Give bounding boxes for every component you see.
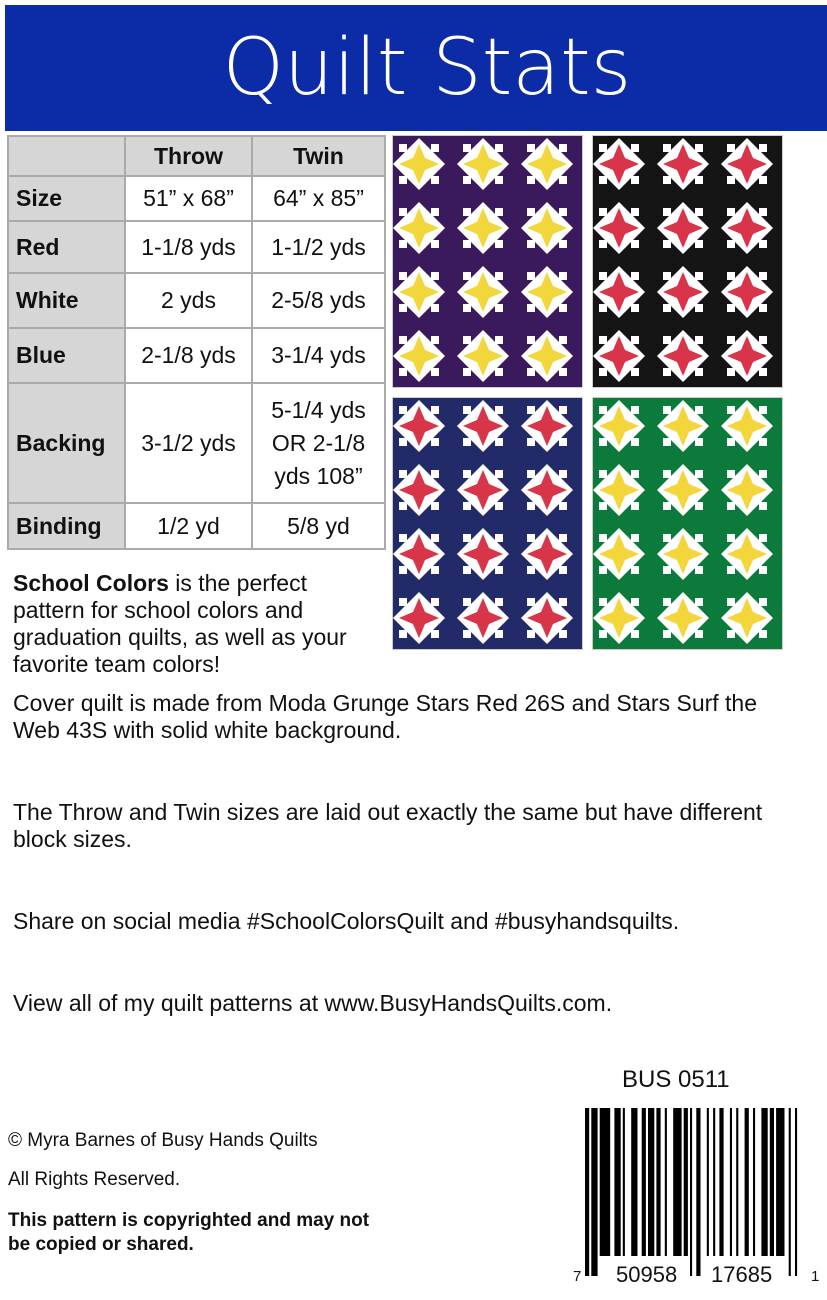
intro-text bbox=[13, 570, 363, 678]
quilt-image-green-gold bbox=[592, 397, 783, 650]
row-label: Red bbox=[8, 221, 125, 273]
throw-value: 2 yds bbox=[125, 273, 252, 328]
barcode-bar bbox=[631, 1108, 637, 1256]
barcode-bar bbox=[776, 1108, 784, 1256]
row-label: Backing bbox=[8, 383, 125, 503]
quilt-stats-table bbox=[7, 135, 386, 550]
twin-value: 3-1/4 yds bbox=[252, 328, 385, 383]
quilt-image-navy-red bbox=[392, 397, 583, 650]
row-label: Binding bbox=[8, 503, 125, 549]
barcode-digit-left: 7 bbox=[573, 1268, 582, 1285]
barcode-bar bbox=[730, 1108, 732, 1256]
barcode-digits-1: 50958 bbox=[616, 1262, 678, 1287]
barcode-bar bbox=[614, 1108, 620, 1256]
row-label: White bbox=[8, 273, 125, 328]
barcode-bar bbox=[770, 1108, 774, 1256]
barcode bbox=[585, 1108, 805, 1276]
barcode-digits-2: 17685 bbox=[711, 1262, 773, 1287]
header-twin: Twin bbox=[252, 136, 385, 176]
barcode-bar bbox=[665, 1108, 667, 1256]
twin-value: 64” x 85” bbox=[252, 176, 385, 221]
barcode-digit-right: 1 bbox=[811, 1268, 820, 1285]
barcode-bar bbox=[795, 1108, 797, 1276]
intro-bold: School Colors bbox=[13, 570, 169, 596]
barcode-bar bbox=[719, 1108, 723, 1256]
barcode-bar bbox=[707, 1108, 709, 1256]
twin-value: 5/8 yd bbox=[252, 503, 385, 549]
barcode-bar bbox=[642, 1108, 646, 1256]
copyright: © Myra Barnes of Busy Hands Quilts bbox=[8, 1130, 318, 1151]
row-label: Size bbox=[8, 176, 125, 221]
barcode-bar bbox=[736, 1108, 738, 1256]
twin-value: 2-5/8 yds bbox=[252, 273, 385, 328]
barcode-bar bbox=[600, 1108, 611, 1256]
throw-value: 1-1/8 yds bbox=[125, 221, 252, 273]
row-label: Blue bbox=[8, 328, 125, 383]
paragraph-social: Share on social media #SchoolColorsQuilt and #busyhandsquilts. bbox=[13, 908, 680, 934]
copyright-notice: This pattern is copyrighted and may not be copied or shared. bbox=[8, 1210, 370, 1255]
paragraph-website: View all of my quilt patterns at www.BusyHandsQuilts.com. bbox=[13, 990, 613, 1016]
barcode-bar bbox=[623, 1108, 625, 1256]
quilt-image-black-red bbox=[592, 135, 783, 388]
barcode-bar bbox=[656, 1108, 660, 1256]
throw-value: 3-1/2 yds bbox=[125, 383, 252, 503]
barcode-bar bbox=[696, 1108, 700, 1276]
barcode-bar bbox=[745, 1108, 749, 1256]
throw-value: 2-1/8 yds bbox=[125, 328, 252, 383]
paragraph-sizes: The Throw and Twin sizes are laid out exactly the same but have different block sizes. bbox=[13, 799, 763, 852]
barcode-bar bbox=[591, 1108, 597, 1276]
header-throw: Throw bbox=[125, 136, 252, 176]
page-title: Quilt Stats bbox=[5, 5, 827, 131]
intro-rest: is the perfect pattern for school colors and graduation quilts, as well as your favorite team colors! bbox=[13, 570, 347, 677]
paragraph-fabric: Cover quilt is made from Moda Grunge Stars Red 26S and Stars Surf the Web 43S with solid white background. bbox=[13, 690, 758, 743]
quilt-image-purple-gold bbox=[392, 135, 583, 388]
barcode-bar bbox=[753, 1108, 755, 1256]
barcode-bar bbox=[648, 1108, 654, 1256]
throw-value: 51” x 68” bbox=[125, 176, 252, 221]
barcode-bar bbox=[585, 1108, 589, 1276]
barcode-bar bbox=[761, 1108, 767, 1256]
rights-reserved: All Rights Reserved. bbox=[8, 1169, 181, 1190]
sku-label: BUS 0511 bbox=[622, 1066, 730, 1093]
barcode-bar bbox=[673, 1108, 681, 1256]
twin-value: 5-1/4 yds OR 2-1/8 yds 108” bbox=[252, 383, 385, 503]
header-empty bbox=[8, 136, 125, 176]
throw-value: 1/2 yd bbox=[125, 503, 252, 549]
twin-value: 1-1/2 yds bbox=[252, 221, 385, 273]
barcode-bar bbox=[690, 1108, 692, 1276]
barcode-bar bbox=[684, 1108, 688, 1256]
barcode-bar bbox=[713, 1108, 715, 1256]
barcode-bar bbox=[789, 1108, 791, 1276]
